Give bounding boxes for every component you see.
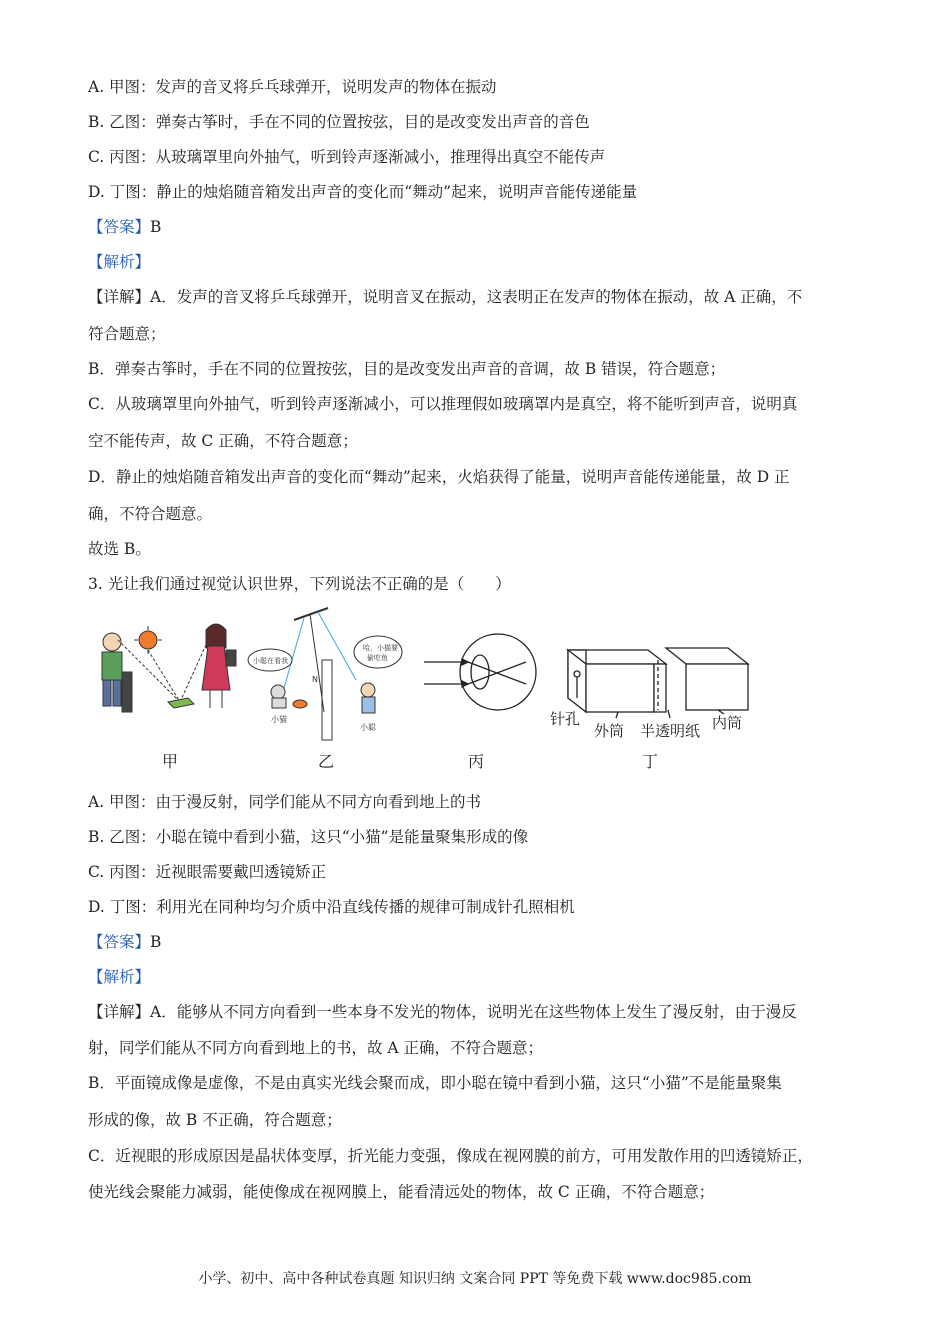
q2-option-b: B. 乙图：弹奏古筝时，手在不同的位置按弦，目的是改变发出声音的音色: [88, 113, 590, 131]
q3-option-c: C. 丙图：近视眼需要戴凹透镜矫正: [88, 863, 327, 881]
answer-value: B: [150, 218, 162, 236]
q2-detail-line: D．静止的烛焰随音箱发出声音的变化而“舞动”起来，火焰获得了能量，说明声音能传递能量，故 D 正: [88, 468, 790, 486]
pinhole-label: 针孔: [550, 710, 581, 728]
q3-option-d: D. 丁图：利用光在同种均匀介质中沿直线传播的规律可制成针孔照相机: [88, 898, 575, 916]
q2-detail-line: 确，不符合题意。: [88, 505, 213, 523]
q2-detail-line: 空不能传声，故 C 正确，不符合题意；: [88, 432, 358, 450]
q3-detail-line: 使光线会聚能力减弱，能使像成在视网膜上，能看清远处的物体，故 C 正确，不符合题意；: [88, 1183, 715, 1201]
q3-answer-line: [88, 932, 868, 952]
q3-detail-line: [88, 1002, 868, 1022]
q2-option-c: C. 丙图：从玻璃罩里向外抽气，听到铃声逐渐减小，推理得出真空不能传声: [88, 148, 606, 166]
boy-label: 小聪: [360, 723, 376, 732]
detail-text: A．能够从不同方向看到一些本身不发光的物体，说明光在这些物体上发生了漫反射，由于漫反: [150, 1003, 797, 1021]
detail-text: A．发声的音叉将乒乓球弹开，说明音叉在振动，这表明正在发声的物体在振动，故 A 正确，不: [150, 288, 803, 306]
q2-answer-line: [88, 217, 868, 237]
figure-bing: [424, 634, 536, 710]
bubble-right-line-1: 哈，小猫要: [363, 644, 398, 652]
q2-option-a: A. 甲图：发声的音叉将乒乓球弹开，说明发声的物体在振动: [88, 78, 497, 96]
q3-detail-line: B．平面镜成像是虚像，不是由真实光线会聚而成，即小聪在镜中看到小猫，这只“小猫”不是能量聚集: [88, 1074, 782, 1092]
q2-detail-line: [88, 287, 868, 307]
q2-option-d: D. 丁图：静止的烛焰随音箱发出声音的变化而“舞动”起来，说明声音能传递能量: [88, 183, 638, 201]
answer-tag: 【答案】: [88, 933, 151, 951]
outer-tube-label: 外筒: [594, 722, 625, 740]
cat-label: 小猫: [271, 715, 287, 724]
page-footer: 小学、初中、高中各种试卷真题 知识归纳 文案合同 PPT 等免费下载 www.doc985.com: [198, 1271, 752, 1287]
figure-label-yi: 乙: [318, 752, 335, 771]
q2-detail-line: C．从玻璃罩里向外抽气，听到铃声逐渐减小，可以推理假如玻璃罩内是真空，将不能听到声音，说明真: [88, 395, 798, 413]
q2-analysis-line: [88, 252, 868, 272]
figure-ding: [550, 648, 748, 740]
figure-yi: [248, 608, 402, 740]
q2-detail-line: B．弹奏古筝时，手在不同的位置按弦，目的是改变发出声音的音调，故 B 错误，符合题意；: [88, 360, 726, 378]
figure-label-jia: 甲: [162, 752, 179, 771]
q3-detail-line: 射，同学们能从不同方向看到地上的书，故 A 正确，不符合题意；: [88, 1039, 544, 1057]
q3-figures: [88, 600, 768, 780]
figure-label-ding: 丁: [642, 752, 659, 771]
translucent-paper-label: 半透明纸: [640, 722, 701, 740]
inner-tube-label: 内筒: [712, 714, 743, 732]
figure-label-bing: 丙: [468, 752, 485, 771]
analysis-tag: 【解析】: [88, 253, 151, 271]
mirror-n-label: N: [312, 675, 318, 684]
q3-detail-line: 形成的像，故 B 不正确，符合题意；: [88, 1111, 342, 1129]
q2-conclusion: 故选 B。: [88, 540, 151, 558]
analysis-tag: 【解析】: [88, 968, 151, 986]
answer-tag: 【答案】: [88, 218, 151, 236]
q3-stem: 3. 光让我们通过视觉认识世界，下列说法不正确的是（ ）: [88, 575, 511, 593]
q3-analysis-line: [88, 967, 868, 987]
detail-tag: 【详解】: [88, 288, 151, 306]
q3-option-b: B. 乙图：小聪在镜中看到小猫，这只“小猫”是能量聚集形成的像: [88, 828, 529, 846]
q3-option-a: A. 甲图：由于漫反射，同学们能从不同方向看到地上的书: [88, 793, 482, 811]
detail-tag: 【详解】: [88, 1003, 151, 1021]
q2-detail-line: 符合题意；: [88, 325, 166, 343]
figure-jia: [102, 624, 236, 712]
q3-detail-line: C．近视眼的形成原因是晶状体变厚，折光能力变强，像成在视网膜的前方，可用发散作用的凹透镜矫正，: [88, 1147, 813, 1165]
bubble-left: 小聪在看我: [253, 657, 288, 665]
bubble-right-line-2: 偷吃鱼: [367, 654, 388, 662]
answer-value: B: [150, 933, 162, 951]
